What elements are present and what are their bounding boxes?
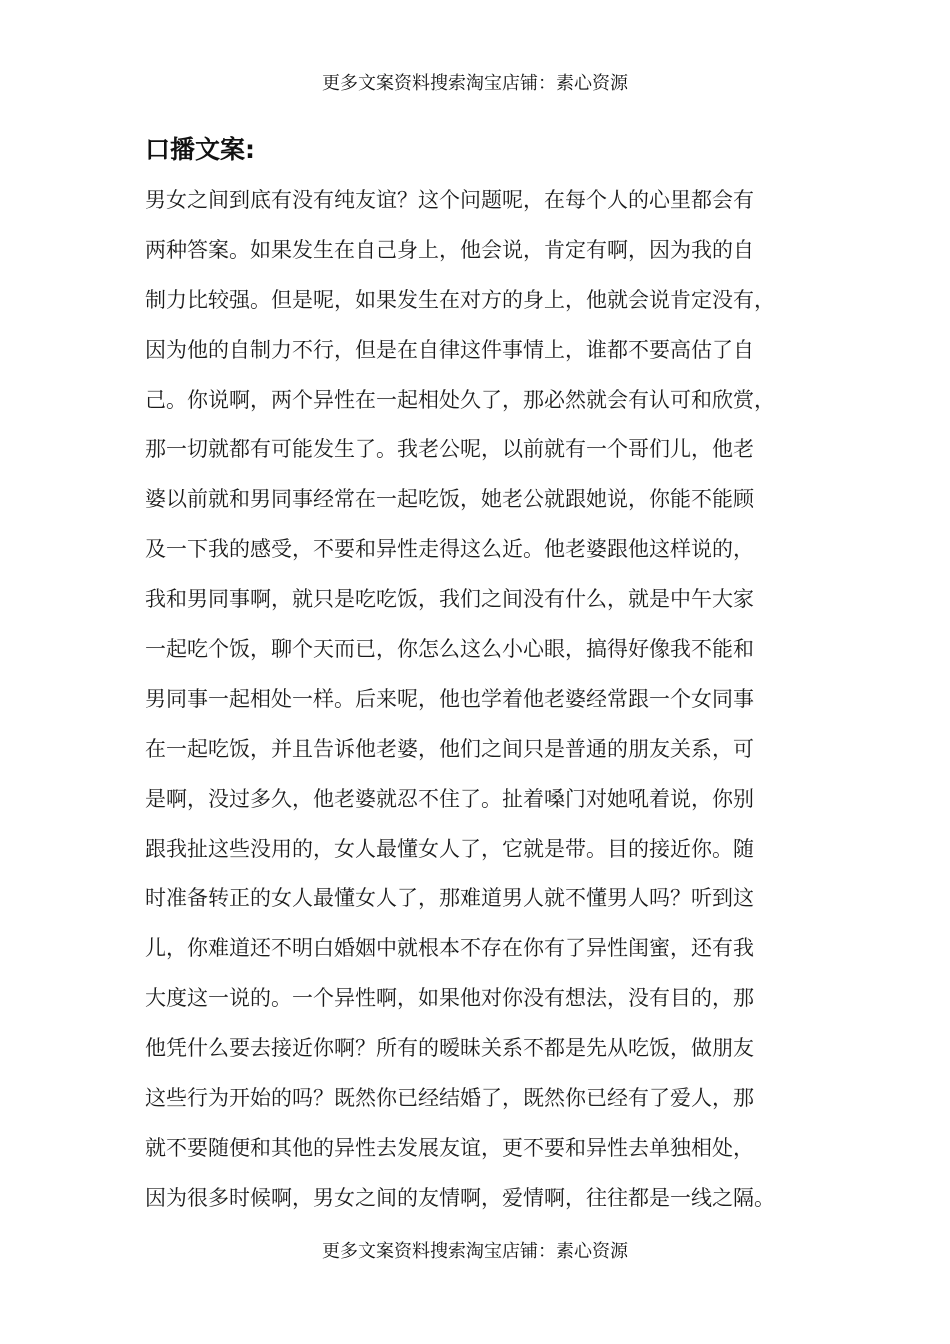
body-line: 因为他的自制力不行，但是在自律这件事情上，谁都不要高估了自 [145,337,754,362]
body-line: 这些行为开始的吗？既然你已经结婚了，既然你已经有了爱人，那 [145,1086,754,1111]
body-line: 己。你说啊，两个异性在一起相处久了，那必然就会有认可和欣赏， [145,387,775,412]
body-line: 男同事一起相处一样。后来呢，他也学着他老婆经常跟一个女同事 [145,686,754,711]
body-line: 婆以前就和男同事经常在一起吃饭，她老公就跟她说，你能不能顾 [145,487,754,512]
body-line: 是啊，没过多久，他老婆就忍不住了。扯着嗓门对她吼着说，你别 [145,786,754,811]
body-line: 因为很多时候啊，男女之间的友情啊，爱情啊，往往都是一线之隔。 [145,1185,775,1210]
body-line: 两种答案。如果发生在自己身上，他会说，肯定有啊，因为我的自 [145,237,754,262]
body-line: 大度这一说的。一个异性啊，如果他对你没有想法，没有目的，那 [145,986,754,1011]
body-line: 在一起吃饭，并且告诉他老婆，他们之间只是普通的朋友关系，可 [145,736,754,761]
page-header: 更多文案资料搜索淘宝店铺：素心资源 [322,73,628,94]
body-line: 制力比较强。但是呢，如果发生在对方的身上，他就会说肯定没有， [145,287,775,312]
body-line: 那一切就都有可能发生了。我老公呢，以前就有一个哥们儿，他老 [145,437,754,462]
body-line: 跟我扯这些没用的，女人最懂女人了，它就是带。目的接近你。随 [145,836,754,861]
body-line: 他凭什么要去接近你啊？所有的暧昧关系不都是先从吃饭，做朋友 [145,1036,754,1061]
body-line: 就不要随便和其他的异性去发展友谊，更不要和异性去单独相处， [145,1135,754,1160]
body-line: 男女之间到底有没有纯友谊？这个问题呢，在每个人的心里都会有 [145,188,754,212]
body-line: 及一下我的感受，不要和异性走得这么近。他老婆跟他这样说的， [145,537,754,562]
body-line: 一起吃个饭，聊个天而已，你怎么这么小心眼，搞得好像我不能和 [145,637,754,662]
body-line: 我和男同事啊，就只是吃吃饭，我们之间没有什么，就是中午大家 [145,587,754,612]
section-title: 口播文案: [145,135,255,164]
page-footer: 更多文案资料搜索淘宝店铺：素心资源 [322,1241,628,1262]
script-body [145,182,835,1230]
body-line: 儿，你难道还不明白婚姻中就根本不存在你有了异性闺蜜，还有我 [145,936,754,961]
body-line: 时准备转正的女人最懂女人了，那难道男人就不懂男人吗？听到这 [145,886,754,911]
